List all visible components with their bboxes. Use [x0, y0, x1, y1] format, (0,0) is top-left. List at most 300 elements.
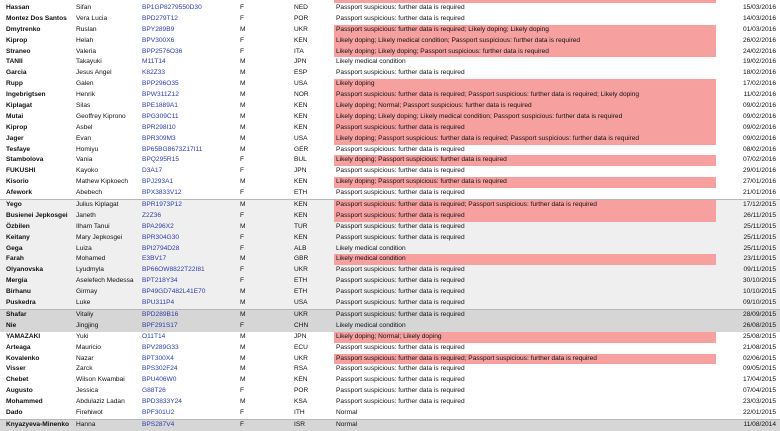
assessment-date: 18/02/2016 — [742, 69, 776, 77]
athlete-sex: F — [240, 408, 245, 416]
assessment-note: Likely doping — [334, 79, 716, 90]
assessment-date: 29/01/2016 — [742, 167, 776, 175]
athlete-sex: M — [240, 134, 246, 142]
athlete-passport-id: BPY289B9 — [142, 25, 175, 33]
assessment-note: Passport suspicious: further data is required — [336, 288, 465, 296]
athlete-nationality: KEN — [294, 376, 308, 384]
assessment-note: Passport suspicious: further data is required — [336, 233, 465, 241]
assessment-date: 21/08/2015 — [742, 343, 776, 351]
athlete-passport-id: BPR298I10 — [142, 123, 176, 131]
assessment-date: 25/11/2015 — [743, 244, 776, 252]
assessment-note: Passport suspicious: further data is required — [336, 14, 465, 22]
assessment-note: Likely medical condition — [336, 321, 406, 329]
athlete-nationality: ECU — [294, 343, 308, 351]
athlete-surname: Kiprop — [6, 36, 28, 44]
athlete-first-name: Kayoko — [76, 167, 98, 175]
athlete-passport-id: BPD289B16 — [142, 310, 179, 318]
athlete-surname: Augusto — [6, 387, 33, 395]
assessment-date: 26/02/2016 — [742, 36, 776, 44]
athlete-passport-id: BPD3833Y24 — [142, 398, 182, 406]
athlete-nationality: ETH — [294, 189, 308, 197]
table-row — [0, 199, 780, 211]
athlete-passport-id: BPG309C11 — [142, 112, 179, 120]
athlete-sex: M — [240, 69, 246, 77]
assessment-note: Passport suspicious: further data is required — [336, 277, 465, 285]
table-row — [0, 57, 780, 68]
athlete-surname: Kovalenko — [6, 354, 40, 362]
assessment-note: Likely medical condition — [334, 254, 716, 265]
athlete-passport-id: O11T14 — [142, 332, 166, 340]
assessment-date: 07/02/2016 — [742, 156, 776, 164]
athlete-nationality: UKR — [294, 25, 308, 33]
assessment-date: 01/03/2016 — [742, 25, 776, 33]
athlete-nationality: KEN — [294, 201, 308, 209]
athlete-passport-id: BPD279T12 — [142, 14, 178, 22]
table-row — [0, 14, 780, 25]
athlete-sex: F — [240, 47, 245, 55]
athlete-nationality: CHN — [294, 321, 309, 329]
assessment-date: 23/03/2015 — [742, 398, 776, 406]
athlete-surname: Chebet — [6, 376, 29, 384]
assessment-date: 09/02/2016 — [742, 112, 776, 120]
athlete-surname: Olyanovska — [6, 266, 44, 274]
assessment-note: Passport suspicious: further data is required; Passport suspicious: further data is required; Likely doping — [334, 90, 716, 101]
athlete-passport-id: BP49GD7482L41E70 — [142, 288, 206, 296]
athlete-nationality: TUR — [294, 222, 308, 230]
athlete-surname: Dmytrenko — [6, 25, 41, 33]
assessment-date: 15/03/2016 — [742, 4, 776, 11]
athlete-first-name: Silas — [76, 102, 91, 110]
athlete-passport-id: BPQ295R15 — [142, 156, 180, 164]
athlete-nationality: ESP — [294, 69, 308, 77]
assessment-date: 09/02/2016 — [742, 134, 776, 142]
assessment-note: Passport suspicious: further data is required; Passport suspicious: further data is required — [334, 200, 716, 211]
athlete-nationality: KSA — [294, 398, 308, 406]
athlete-first-name: Julius Kiplagat — [76, 201, 119, 209]
athlete-nationality: ITH — [294, 408, 305, 416]
athlete-sex: F — [240, 14, 245, 22]
athlete-first-name: Takayuki — [76, 58, 102, 66]
table-row — [0, 419, 780, 431]
athlete-nationality: ETH — [294, 288, 308, 296]
athlete-surname: Kiprop — [6, 123, 28, 131]
athlete-sex: M — [240, 102, 246, 110]
athlete-nationality: KEN — [294, 123, 308, 131]
athlete-surname: Hassan — [6, 4, 30, 11]
athlete-nationality: KEN — [294, 233, 308, 241]
athlete-nationality: GBR — [294, 255, 309, 263]
assessment-note: Normal — [336, 420, 358, 428]
athlete-surname: TANII — [6, 58, 23, 66]
athlete-first-name: Wilson Kwambai — [76, 376, 125, 384]
athlete-sex: F — [240, 233, 245, 241]
athlete-sex: F — [240, 36, 245, 44]
table-row — [0, 166, 780, 177]
athlete-passport-id: BPU311P4 — [142, 299, 175, 307]
athlete-surname: Nie — [6, 321, 17, 329]
assessment-note: Passport suspicious: further data is required — [336, 69, 465, 77]
athlete-first-name: Evan — [76, 134, 92, 142]
athlete-nationality: ITA — [294, 47, 304, 55]
athlete-surname: Afework — [6, 189, 33, 197]
athlete-sex: M — [240, 299, 246, 307]
athlete-first-name: Abebech — [76, 189, 103, 197]
athlete-surname: Jager — [6, 134, 24, 142]
assessment-date: 23/11/2015 — [743, 255, 776, 263]
athlete-sex: F — [240, 189, 245, 197]
table-row — [0, 155, 780, 166]
athlete-first-name: Valeria — [76, 47, 97, 55]
athlete-surname: Dado — [6, 408, 23, 416]
assessment-date: 17/02/2016 — [742, 80, 776, 88]
table-row — [0, 188, 780, 199]
athlete-sex: F — [240, 211, 245, 219]
athlete-nationality: UKR — [294, 266, 308, 274]
table-row — [0, 68, 780, 79]
athlete-surname: Tesfaye — [6, 145, 31, 153]
athlete-sex: M — [240, 178, 246, 186]
athlete-first-name: Helah — [76, 36, 94, 44]
assessment-date: 17/04/2015 — [742, 376, 776, 384]
assessment-note: Passport suspicious: further data is required; Likely doping; Likely doping — [334, 25, 716, 36]
athlete-first-name: Luiza — [76, 244, 92, 252]
table-row — [0, 177, 780, 188]
assessment-note: Likely doping; Likely doping; Likely medical condition; Passport suspicious: further data is required — [334, 112, 716, 123]
athlete-first-name: Vitaliy — [76, 310, 94, 318]
athlete-sex: M — [240, 310, 246, 318]
assessment-date: 17/12/2015 — [742, 201, 776, 209]
athlete-first-name: Galen — [76, 80, 94, 88]
assessment-note: Likely medical condition — [336, 58, 406, 66]
assessment-date: 09/11/2015 — [743, 266, 776, 274]
athlete-surname: FUKUSHI — [6, 167, 36, 175]
athlete-first-name: Firehiwot — [76, 408, 103, 416]
athlete-surname: Straneo — [6, 47, 31, 55]
assessment-note: Passport suspicious: further data is required — [336, 167, 465, 175]
athlete-nationality: KEN — [294, 178, 308, 186]
table-row — [0, 397, 780, 408]
assessment-note: Passport suspicious: further data is required — [336, 189, 465, 197]
table-row — [0, 287, 780, 298]
table-row — [0, 47, 780, 58]
table-row — [0, 123, 780, 134]
athlete-surname: Knyazyeva-Minenko — [6, 420, 70, 428]
athlete-passport-id: BPI2794D28 — [142, 244, 180, 252]
assessment-date: 21/01/2016 — [742, 189, 776, 197]
table-row — [0, 244, 780, 255]
assessment-note: Likely doping; Normal; Passport suspicious: further data is required — [334, 101, 716, 112]
assessment-date: 19/02/2016 — [742, 58, 776, 66]
athlete-passport-id: BP65BG8673Z17I11 — [142, 145, 203, 153]
athlete-surname: Mergia — [6, 277, 28, 285]
athlete-first-name: Homiyu — [76, 145, 99, 153]
athlete-first-name: Asbel — [76, 123, 93, 131]
athlete-sex: M — [240, 25, 246, 33]
athlete-first-name: Abdulaziz Ladan — [76, 398, 125, 406]
athlete-first-name: Aselefech Medessa — [76, 277, 134, 285]
athlete-surname: Mohammed — [6, 398, 43, 406]
athlete-first-name: Sifan — [76, 4, 92, 11]
athlete-first-name: Jessica — [76, 387, 98, 395]
assessment-note: Normal — [336, 408, 358, 416]
assessment-note: Likely doping; Likely doping; Passport suspicious: further data is required — [334, 47, 716, 58]
assessment-date: 24/02/2016 — [742, 47, 776, 55]
assessment-date: 09/10/2015 — [742, 299, 776, 307]
athlete-first-name: Ilham Tanui — [76, 222, 110, 230]
athlete-surname: YAMAZAKI — [6, 332, 41, 340]
athlete-sex: M — [240, 222, 246, 230]
table-row — [0, 36, 780, 47]
table-row — [0, 112, 780, 123]
assessment-note: Passport suspicious: further data is required — [336, 299, 465, 307]
table-row — [0, 265, 780, 276]
athlete-passport-id: BPA296X2 — [142, 222, 174, 230]
assessment-note: Passport suspicious: further data is required — [336, 343, 465, 351]
athlete-surname: Shafar — [6, 310, 27, 318]
athlete-passport-id: BPR304G30 — [142, 233, 180, 241]
athlete-first-name: Mauricio — [76, 343, 101, 351]
assessment-note: Passport suspicious: further data is required — [334, 211, 716, 222]
table-row — [0, 332, 780, 343]
assessment-date: 28/09/2015 — [742, 310, 776, 318]
athlete-first-name: Jingjing — [76, 321, 99, 329]
assessment-note: Passport suspicious: further data is required; Passport suspicious: further data is required — [334, 354, 716, 365]
athlete-first-name: Mathew Kipkoech — [76, 178, 129, 186]
athlete-first-name: Mohamed — [76, 255, 106, 263]
athlete-first-name: Vera Lucia — [76, 14, 108, 22]
athlete-surname: Stambolova — [6, 156, 44, 164]
athlete-nationality: USA — [294, 134, 308, 142]
athlete-nationality: ALB — [294, 244, 307, 252]
table-row — [0, 375, 780, 386]
athlete-nationality: JPN — [294, 58, 307, 66]
assessment-date: 27/01/2016 — [742, 178, 776, 186]
assessment-date: 30/10/2015 — [742, 277, 776, 285]
athlete-passport-id: BPS302F24 — [142, 365, 178, 373]
athlete-sex: F — [240, 156, 245, 164]
athlete-passport-id: BPT218Y34 — [142, 277, 178, 285]
athlete-sex: M — [240, 123, 246, 131]
athlete-nationality: ETH — [294, 277, 308, 285]
athlete-first-name: Lyudmyla — [76, 266, 104, 274]
athlete-sex: M — [240, 343, 246, 351]
athlete-nationality: ISR — [294, 420, 305, 428]
athlete-passport-id: BPX3833V12 — [142, 189, 182, 197]
athlete-nationality: NOR — [294, 91, 309, 99]
athlete-sex: M — [240, 91, 246, 99]
athlete-nationality: UKR — [294, 310, 308, 318]
athlete-surname: Garcia — [6, 69, 27, 77]
assessment-note: Likely doping; Normal; Likely doping — [334, 332, 716, 343]
athlete-sex: F — [240, 277, 245, 285]
athlete-passport-id: BPE1889A1 — [142, 102, 178, 110]
athlete-sex: F — [240, 4, 245, 11]
athlete-passport-id: BPU406W0 — [142, 376, 177, 384]
athlete-nationality: POR — [294, 14, 309, 22]
athlete-sex: M — [240, 255, 246, 263]
athlete-sex: F — [240, 167, 245, 175]
assessment-date: 02/06/2015 — [742, 354, 776, 362]
assessment-note: Passport suspicious: further data is required — [336, 365, 465, 373]
athlete-first-name: Janeth — [76, 211, 96, 219]
athlete-surname: Farah — [6, 255, 24, 263]
assessment-date: 25/08/2015 — [742, 332, 776, 340]
table-row — [0, 79, 780, 90]
athlete-nationality: JPN — [294, 332, 307, 340]
athlete-sex: M — [240, 58, 246, 66]
athlete-surname: Montez Dos Santos — [6, 14, 67, 22]
assessment-note: Passport suspicious: further data is required — [336, 4, 465, 11]
athlete-nationality: USA — [294, 299, 308, 307]
athlete-surname: Mutai — [6, 112, 24, 120]
assessment-note: Likely doping; Passport suspicious: further data is required; Passport suspicious: further data is required — [334, 134, 716, 145]
athlete-first-name: Nazar — [76, 354, 94, 362]
athlete-nationality: GER — [294, 145, 309, 153]
athlete-surname: Arteaga — [6, 343, 31, 351]
assessment-note: Passport suspicious: further data is required — [336, 145, 465, 153]
athlete-surname: Kiplagat — [6, 102, 33, 110]
assessment-date: 09/05/2015 — [742, 365, 776, 373]
athlete-sex: F — [240, 387, 245, 395]
athlete-passport-id: BPS287V4 — [142, 420, 175, 428]
athlete-nationality: JPN — [294, 167, 307, 175]
table-row — [0, 364, 780, 375]
athlete-sex: F — [240, 266, 245, 274]
athlete-surname: Keitany — [6, 233, 30, 241]
athlete-surname: Busienei Jepkosgei — [6, 211, 68, 219]
assessment-note: Passport suspicious: further data is required — [336, 310, 465, 318]
assessment-date: 14/03/2016 — [742, 14, 776, 22]
table-row — [0, 343, 780, 354]
assessment-date: 08/02/2016 — [742, 145, 776, 153]
athlete-surname: Gega — [6, 244, 23, 252]
athlete-passport-id: D3A17 — [142, 167, 163, 175]
assessment-date: 25/11/2015 — [743, 233, 776, 241]
athlete-sex: M — [240, 376, 246, 384]
athlete-first-name: Zarck — [76, 365, 93, 373]
assessment-note: Passport suspicious: further data is required — [336, 398, 465, 406]
athlete-surname: Birhanu — [6, 288, 31, 296]
table-row — [0, 101, 780, 112]
assessment-note: Passport suspicious: further data is required — [336, 222, 465, 230]
athlete-first-name: Geoffrey Kiprono — [76, 112, 126, 120]
assessment-note: Likely medical condition — [336, 244, 406, 252]
athlete-surname: Kisorio — [6, 178, 29, 186]
athlete-nationality: UKR — [294, 354, 308, 362]
assessment-note: Passport suspicious: further data is required — [336, 266, 465, 274]
athlete-passport-id: M11T14 — [142, 58, 166, 66]
athlete-surname: Rupp — [6, 80, 23, 88]
athlete-sex: M — [240, 354, 246, 362]
table-row — [0, 211, 780, 222]
table-row — [0, 134, 780, 145]
table-row — [0, 354, 780, 365]
table-row — [0, 254, 780, 265]
athlete-sex: M — [240, 80, 246, 88]
athlete-sex: M — [240, 201, 246, 209]
athlete-nationality: BUL — [294, 156, 307, 164]
athlete-sex: M — [240, 365, 246, 373]
athlete-first-name: Henrik — [76, 91, 96, 99]
athlete-first-name: Girmay — [76, 288, 98, 296]
athlete-nationality: RSA — [294, 365, 308, 373]
table-row — [0, 90, 780, 101]
table-row — [0, 298, 780, 309]
athlete-passport-id: BPV289G33 — [142, 343, 179, 351]
athlete-surname: Visser — [6, 365, 26, 373]
athlete-passport-id: BPR1973P12 — [142, 201, 182, 209]
assessment-date: 11/02/2016 — [743, 91, 776, 99]
table-row — [0, 386, 780, 397]
athlete-passport-id: BPT300X4 — [142, 354, 174, 362]
athlete-passport-id: Z2Z36 — [142, 211, 162, 219]
athlete-passport-id: G88T26 — [142, 387, 166, 395]
table-row — [0, 222, 780, 233]
assessment-date: 26/11/2015 — [743, 211, 776, 219]
athlete-sex: F — [240, 321, 245, 329]
table-row — [0, 408, 780, 419]
table-row — [0, 309, 780, 321]
athlete-passport-id: BPV300X6 — [142, 36, 175, 44]
athlete-passport-id: E3BV17 — [142, 255, 167, 263]
athlete-nationality: NED — [294, 4, 308, 11]
assessment-note: Passport suspicious: further data is required — [336, 376, 465, 384]
athlete-sex: F — [240, 244, 245, 252]
athlete-passport-id: BPF291S17 — [142, 321, 178, 329]
athlete-passport-id: BPJ293A1 — [142, 178, 174, 186]
table-body — [0, 3, 780, 431]
table-row — [0, 321, 780, 332]
athlete-nationality: KEN — [294, 112, 308, 120]
assessment-note: Passport suspicious: further data is required — [336, 387, 465, 395]
table-row — [0, 3, 780, 14]
table-row — [0, 276, 780, 287]
athlete-surname: Yego — [6, 201, 22, 209]
athlete-nationality: KEN — [294, 211, 308, 219]
athlete-sex: M — [240, 145, 246, 153]
athlete-sex: M — [240, 332, 246, 340]
assessment-date: 11/08/2014 — [743, 420, 776, 428]
athlete-surname: Özbilen — [6, 222, 30, 230]
athlete-passport-id: BPR309M3 — [142, 134, 176, 142]
assessment-date: 26/08/2015 — [742, 321, 776, 329]
athlete-first-name: Vania — [76, 156, 93, 164]
athlete-first-name: Mary Jepkosgei — [76, 233, 123, 241]
athlete-surname: Ingebrigtsen — [6, 91, 46, 99]
assessment-date: 07/04/2015 — [742, 387, 776, 395]
assessment-date: 09/02/2016 — [742, 102, 776, 110]
athlete-first-name: Ruslan — [76, 25, 97, 33]
table-row — [0, 25, 780, 36]
athlete-nationality: USA — [294, 80, 308, 88]
athlete-passport-id: BPW311Z12 — [142, 91, 179, 99]
athlete-first-name: Yuki — [76, 332, 89, 340]
table-row — [0, 233, 780, 244]
athlete-passport-id: BPP296O35 — [142, 80, 179, 88]
assessment-note: Likely doping; Passport suspicious: further data is required — [334, 177, 716, 188]
assessment-note: Passport suspicious: further data is required — [334, 123, 716, 134]
assessment-date: 25/11/2015 — [743, 222, 776, 230]
athlete-passport-id: K82Z33 — [142, 69, 166, 77]
athlete-nationality: POR — [294, 387, 309, 395]
table-row — [0, 145, 780, 156]
athlete-first-name: Jesus Angel — [76, 69, 112, 77]
athlete-passport-id: BPP2576O36 — [142, 47, 183, 55]
assessment-date: 10/10/2015 — [742, 288, 776, 296]
athlete-sex: F — [240, 420, 245, 428]
athlete-first-name: Luke — [76, 299, 91, 307]
athlete-surname: Puskedra — [6, 299, 36, 307]
